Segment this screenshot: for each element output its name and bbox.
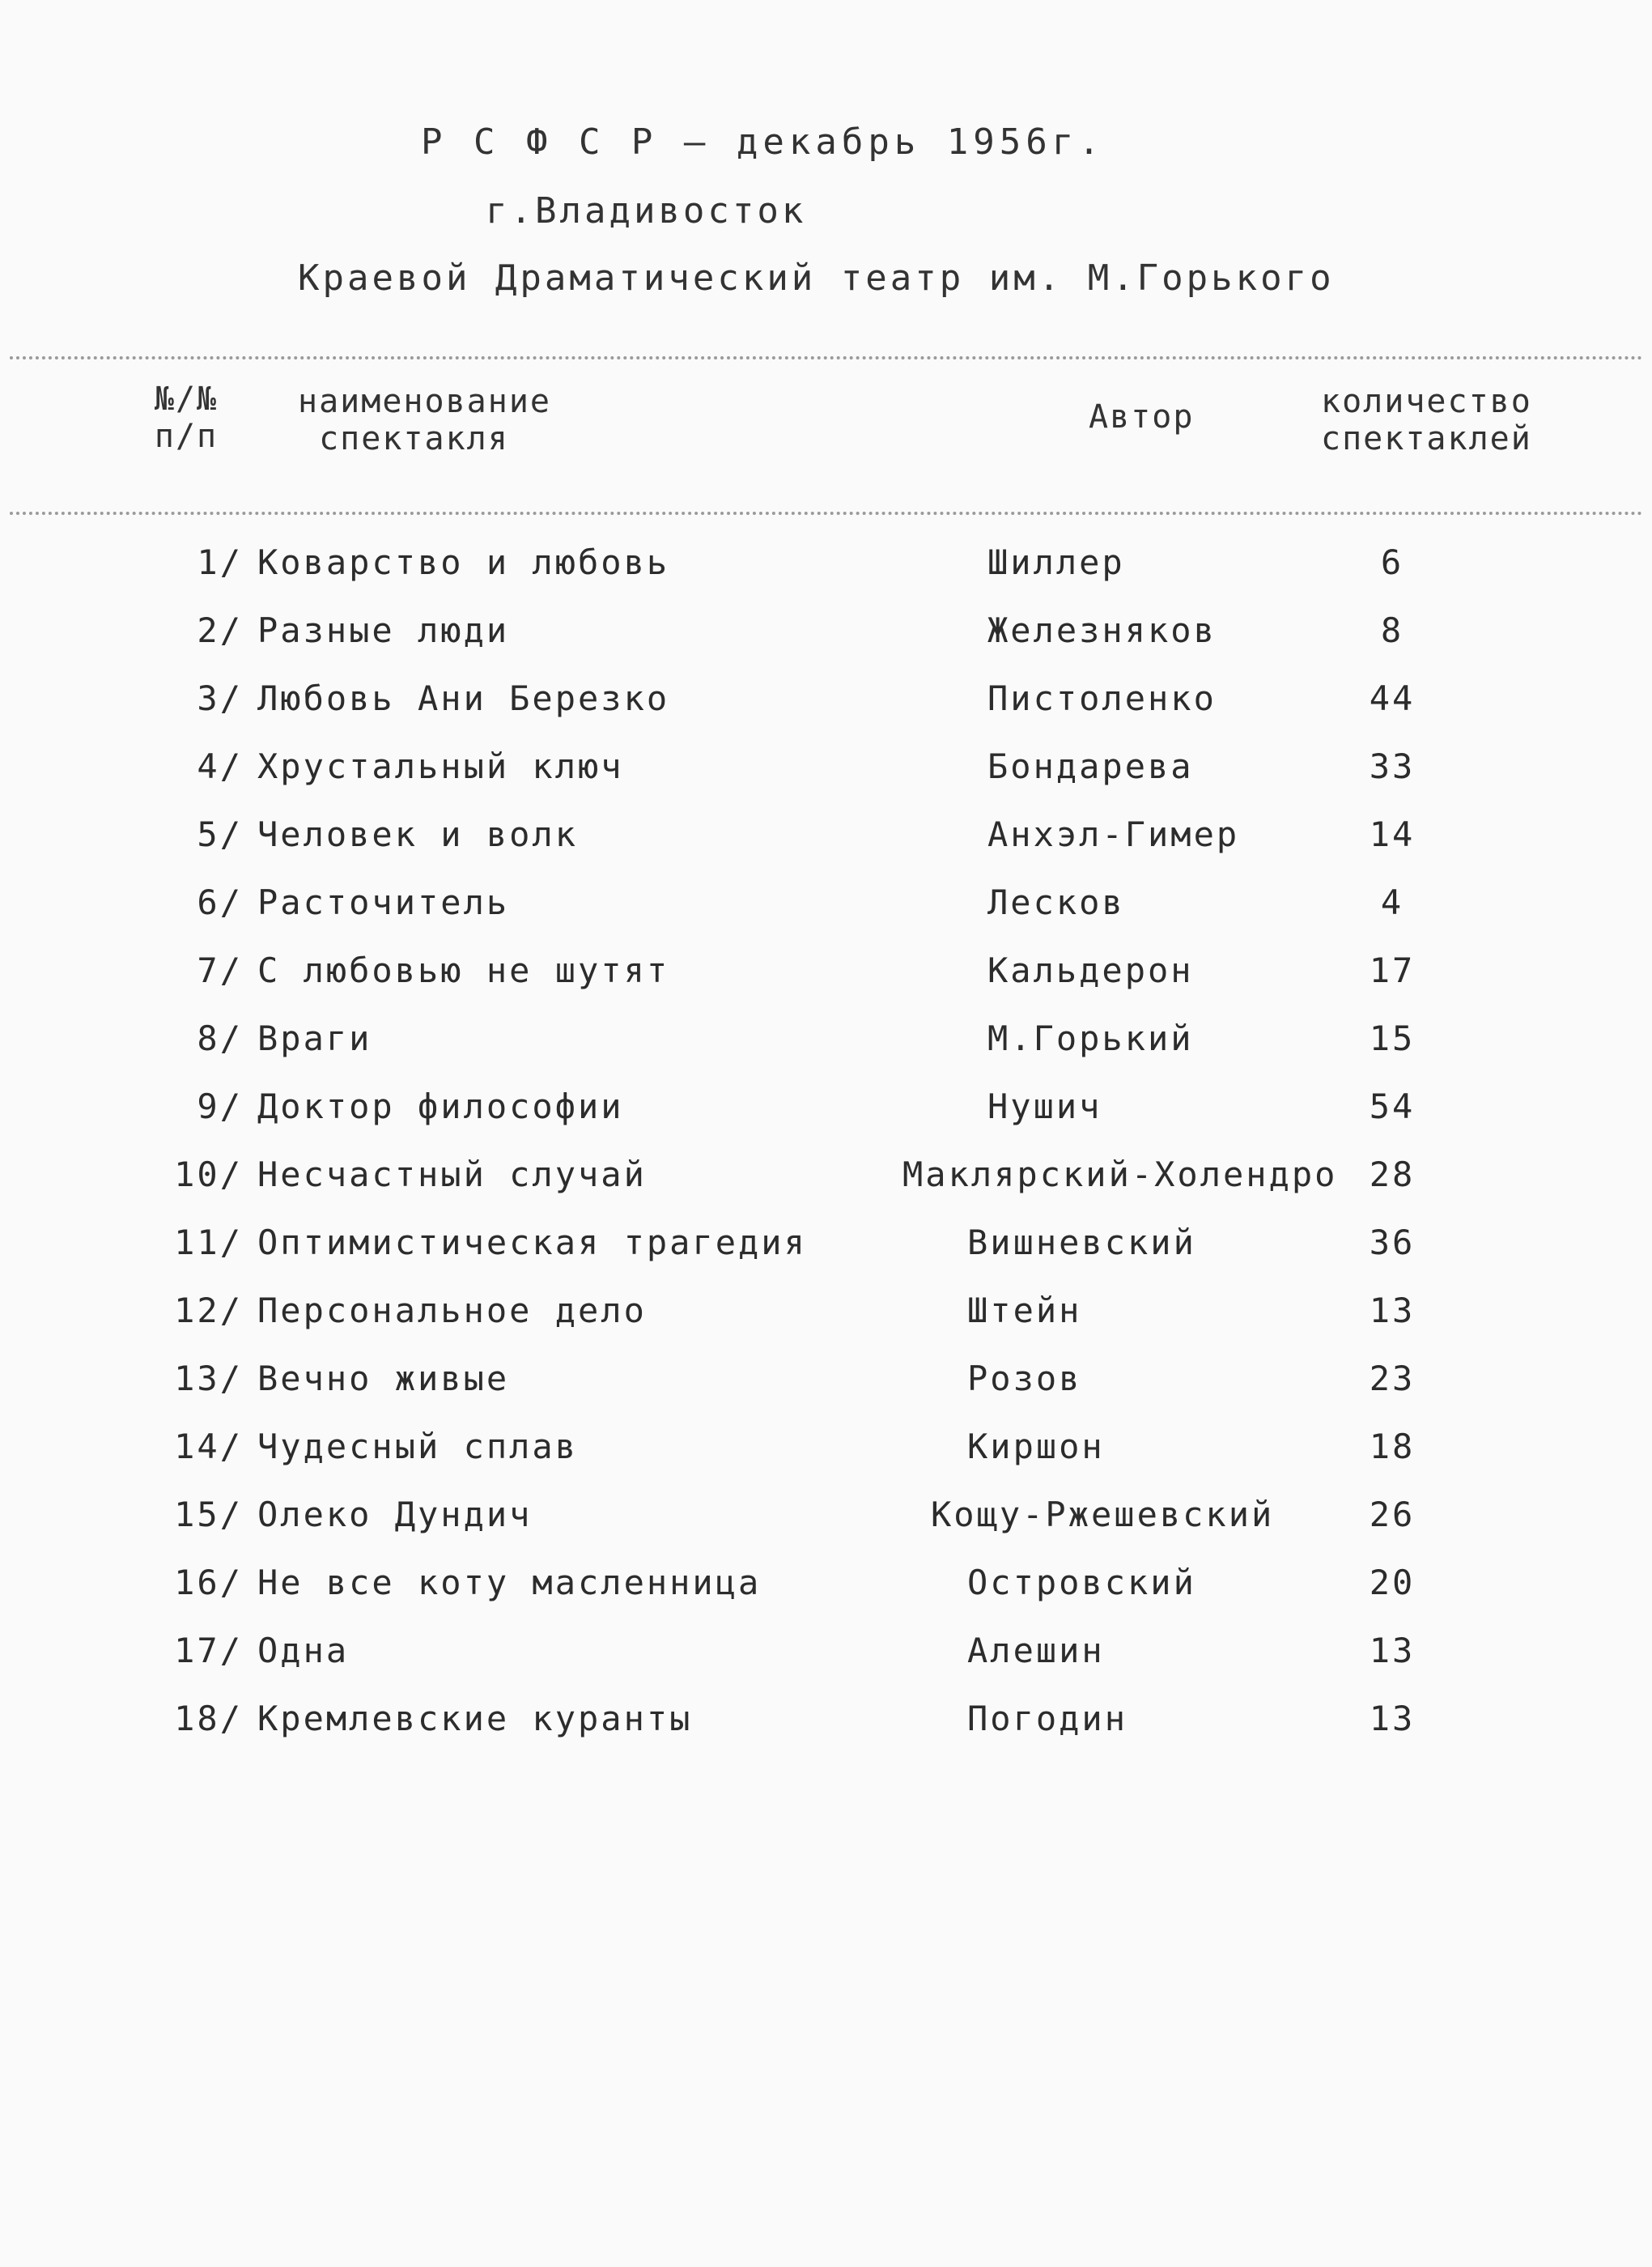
row-title: Олеко Дундич	[257, 1495, 533, 1534]
row-title: Вечно живые	[257, 1359, 510, 1398]
row-number: 18/	[174, 1699, 243, 1738]
row-title: Коварство и любовь	[257, 542, 670, 582]
row-count: 17	[1369, 951, 1416, 990]
row-author: Лесков	[987, 883, 1125, 922]
row-title: Одна	[257, 1631, 350, 1670]
table-row	[0, 1495, 1652, 1563]
row-author: Погодин	[967, 1699, 1128, 1738]
row-title: Персональное дело	[257, 1291, 647, 1330]
row-count: 23	[1369, 1359, 1416, 1398]
row-number: 1/	[197, 542, 243, 582]
row-count: 8	[1380, 610, 1404, 650]
row-count: 13	[1369, 1699, 1416, 1738]
row-number: 13/	[174, 1359, 243, 1398]
row-author: Анхэл-Гимер	[987, 815, 1240, 854]
row-count: 14	[1369, 815, 1416, 854]
table-row	[0, 1359, 1652, 1427]
row-number: 17/	[174, 1631, 243, 1670]
row-title: Несчастный случай	[257, 1155, 647, 1194]
row-count: 18	[1369, 1427, 1416, 1466]
row-count: 20	[1369, 1563, 1416, 1602]
table-row	[0, 1563, 1652, 1631]
row-count: 4	[1380, 883, 1404, 922]
table-row	[0, 1223, 1652, 1291]
row-author: Островский	[967, 1563, 1196, 1602]
row-author: Кощу-Ржешевский	[931, 1495, 1275, 1534]
row-count: 13	[1369, 1291, 1416, 1330]
row-count: 33	[1369, 746, 1416, 786]
row-title: Доктор философии	[257, 1087, 624, 1126]
header-city: г.Владивосток	[486, 190, 807, 232]
row-count: 54	[1369, 1087, 1416, 1126]
row-author: Вишневский	[967, 1223, 1196, 1262]
row-title: Кремлевские куранты	[257, 1699, 693, 1738]
row-author: Кальдерон	[987, 951, 1194, 990]
row-number: 3/	[197, 678, 243, 718]
row-author: Розов	[967, 1359, 1082, 1398]
row-title: Оптимистическая трагедия	[257, 1223, 807, 1262]
table-row	[0, 746, 1652, 815]
row-author: М.Горький	[987, 1019, 1194, 1058]
row-author: Штейн	[967, 1291, 1082, 1330]
row-number: 11/	[174, 1223, 243, 1262]
row-number: 5/	[197, 815, 243, 854]
row-number: 10/	[174, 1155, 243, 1194]
row-number: 4/	[197, 746, 243, 786]
table-row	[0, 951, 1652, 1019]
table-row	[0, 815, 1652, 883]
table-row	[0, 1699, 1652, 1767]
row-number: 16/	[174, 1563, 243, 1602]
row-title: С любовью не шутят	[257, 951, 670, 990]
row-number: 7/	[197, 951, 243, 990]
row-number: 14/	[174, 1427, 243, 1466]
row-title: Расточитель	[257, 883, 510, 922]
table-row	[0, 610, 1652, 678]
table-row	[0, 1155, 1652, 1223]
row-title: Чудесный сплав	[257, 1427, 579, 1466]
row-count: 44	[1369, 678, 1416, 718]
table-row	[0, 1631, 1652, 1699]
row-number: 8/	[197, 1019, 243, 1058]
table-row	[0, 542, 1652, 610]
header-republic-date: Р С Ф С Р – декабрь 1956г.	[421, 121, 1105, 163]
row-count: 28	[1369, 1155, 1416, 1194]
row-author: Пистоленко	[987, 678, 1217, 718]
table-header-rule	[10, 512, 1643, 515]
column-header-number: №/№ п/п	[154, 381, 219, 455]
row-count: 26	[1369, 1495, 1416, 1534]
row-author: Железняков	[987, 610, 1217, 650]
row-number: 2/	[197, 610, 243, 650]
row-title: Враги	[257, 1019, 372, 1058]
row-number: 12/	[174, 1291, 243, 1330]
row-author: Нушич	[987, 1087, 1102, 1126]
table-row	[0, 1427, 1652, 1495]
row-author: Маклярский-Холендро	[902, 1155, 1338, 1194]
header-theatre: Краевой Драматический театр им. М.Горького	[298, 257, 1335, 299]
row-title: Не все коту масленница	[257, 1563, 762, 1602]
table-row	[0, 1291, 1652, 1359]
column-header-title: наименование спектакля	[298, 383, 551, 457]
column-header-author: Автор	[1089, 398, 1195, 436]
table-row	[0, 678, 1652, 746]
table-top-rule	[10, 356, 1643, 359]
table-row	[0, 1087, 1652, 1155]
row-author: Алешин	[967, 1631, 1105, 1670]
row-number: 6/	[197, 883, 243, 922]
row-author: Бондарева	[987, 746, 1194, 786]
row-author: Шиллер	[987, 542, 1125, 582]
row-number: 9/	[197, 1087, 243, 1126]
row-author: Киршон	[967, 1427, 1105, 1466]
column-header-count: количество спектаклей	[1321, 383, 1532, 457]
row-title: Разные люди	[257, 610, 510, 650]
table-row	[0, 1019, 1652, 1087]
row-count: 13	[1369, 1631, 1416, 1670]
row-title: Хрустальный ключ	[257, 746, 624, 786]
row-count: 6	[1380, 542, 1404, 582]
row-count: 15	[1369, 1019, 1416, 1058]
row-count: 36	[1369, 1223, 1416, 1262]
row-number: 15/	[174, 1495, 243, 1534]
row-title: Любовь Ани Березко	[257, 678, 670, 718]
table-row	[0, 883, 1652, 951]
row-title: Человек и волк	[257, 815, 579, 854]
